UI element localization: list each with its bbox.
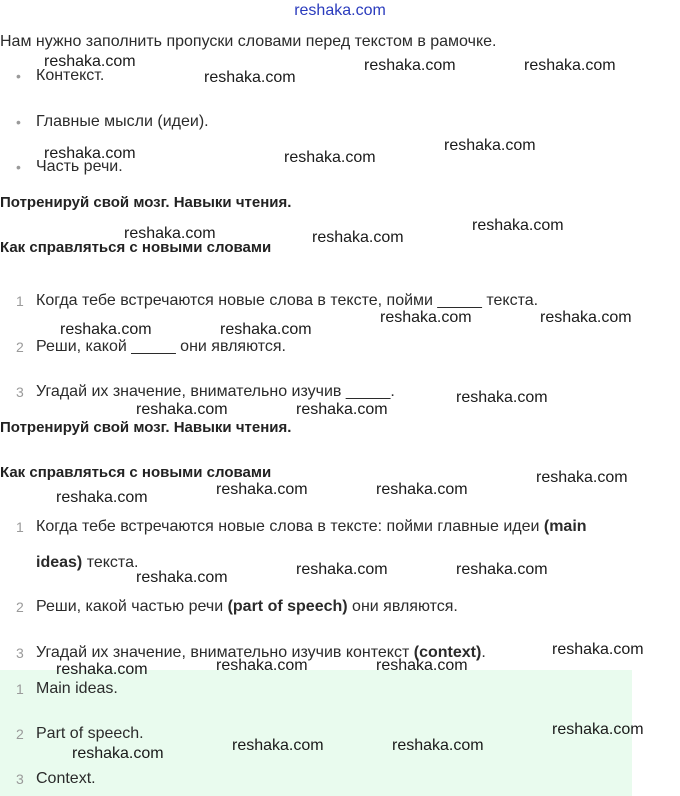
watermark: reshaka.com bbox=[552, 641, 644, 658]
watermark: reshaka.com bbox=[376, 481, 468, 498]
bullet-marker: • bbox=[16, 114, 21, 130]
list-number: 2 bbox=[16, 726, 24, 742]
watermark: reshaka.com bbox=[296, 401, 388, 418]
watermark: reshaka.com bbox=[60, 321, 152, 338]
bullet-marker: • bbox=[16, 68, 21, 84]
list-number: 3 bbox=[16, 771, 24, 787]
bullet-item: Главные мысли (идеи). bbox=[36, 113, 209, 130]
watermark: reshaka.com bbox=[216, 657, 308, 674]
watermark: reshaka.com bbox=[124, 225, 216, 242]
watermark: reshaka.com bbox=[364, 57, 456, 74]
watermark: reshaka.com bbox=[44, 145, 136, 162]
watermark: reshaka.com bbox=[312, 229, 404, 246]
watermark: reshaka.com bbox=[376, 657, 468, 674]
list-number: 2 bbox=[16, 599, 24, 615]
list-item: Реши, какой _____ они являются. bbox=[36, 338, 286, 355]
list-item bbox=[36, 517, 587, 537]
item-term: ideas) bbox=[36, 554, 83, 571]
bullet-item: Контекст. bbox=[36, 67, 105, 84]
answer-item: Main ideas. bbox=[36, 680, 118, 697]
watermark: reshaka.com bbox=[204, 69, 296, 86]
watermark: reshaka.com bbox=[444, 137, 536, 154]
intro-text: Нам нужно заполнить пропуски словами перед текстом в рамочке. bbox=[0, 33, 497, 50]
watermark: reshaka.com bbox=[220, 321, 312, 338]
answer-item: Part of speech. bbox=[36, 725, 144, 742]
item-text: Угадай их значение, внимательно изучив контекст bbox=[36, 644, 414, 661]
watermark: reshaka.com bbox=[380, 309, 472, 326]
item-text: они являются. bbox=[347, 598, 458, 615]
watermark: reshaka.com bbox=[552, 721, 644, 738]
list-number: 1 bbox=[16, 293, 24, 309]
section1-title: Потренируй свой мозг. Навыки чтения. bbox=[0, 194, 292, 211]
item-text: . bbox=[481, 644, 486, 661]
list-item: Угадай их значение, внимательно изучив _____. bbox=[36, 383, 395, 400]
watermark: reshaka.com bbox=[456, 561, 548, 578]
watermark: reshaka.com bbox=[524, 57, 616, 74]
watermark: reshaka.com bbox=[456, 389, 548, 406]
answer-item: Context. bbox=[36, 770, 96, 787]
item-term: (part of speech) bbox=[227, 598, 348, 615]
list-item bbox=[36, 597, 458, 617]
item-text: Реши, какой частью речи bbox=[36, 598, 228, 615]
list-item-continuation bbox=[36, 553, 138, 573]
watermark: reshaka.com bbox=[284, 149, 376, 166]
item-text: Когда тебе встречаются новые слова в тексте: пойми главные идеи bbox=[36, 518, 544, 535]
watermark: reshaka.com bbox=[136, 401, 228, 418]
site-header-watermark: reshaka.com bbox=[294, 2, 386, 19]
watermark: reshaka.com bbox=[72, 745, 164, 762]
section2-subtitle: Как справляться с новыми словами bbox=[0, 464, 272, 481]
watermark: reshaka.com bbox=[392, 737, 484, 754]
item-text: текста. bbox=[82, 554, 139, 571]
list-number: 1 bbox=[16, 681, 24, 697]
watermark: reshaka.com bbox=[136, 569, 228, 586]
section1-subtitle: Как справляться с новыми словами bbox=[0, 239, 272, 256]
watermark: reshaka.com bbox=[232, 737, 324, 754]
watermark: reshaka.com bbox=[44, 53, 136, 70]
watermark: reshaka.com bbox=[536, 469, 628, 486]
watermark: reshaka.com bbox=[216, 481, 308, 498]
list-number: 3 bbox=[16, 645, 24, 661]
watermark: reshaka.com bbox=[472, 217, 564, 234]
bullet-marker: • bbox=[16, 159, 21, 175]
watermark: reshaka.com bbox=[56, 489, 148, 506]
list-number: 2 bbox=[16, 339, 24, 355]
item-term: (context) bbox=[413, 644, 482, 661]
watermark: reshaka.com bbox=[296, 561, 388, 578]
watermark: reshaka.com bbox=[56, 661, 148, 678]
list-number: 3 bbox=[16, 384, 24, 400]
section2-title: Потренируй свой мозг. Навыки чтения. bbox=[0, 419, 292, 436]
bullet-item: Часть речи. bbox=[36, 158, 123, 175]
watermark: reshaka.com bbox=[540, 309, 632, 326]
list-item: Когда тебе встречаются новые слова в тексте, пойми _____ текста. bbox=[36, 292, 539, 309]
item-term: (main bbox=[543, 518, 587, 535]
list-number: 1 bbox=[16, 519, 24, 535]
